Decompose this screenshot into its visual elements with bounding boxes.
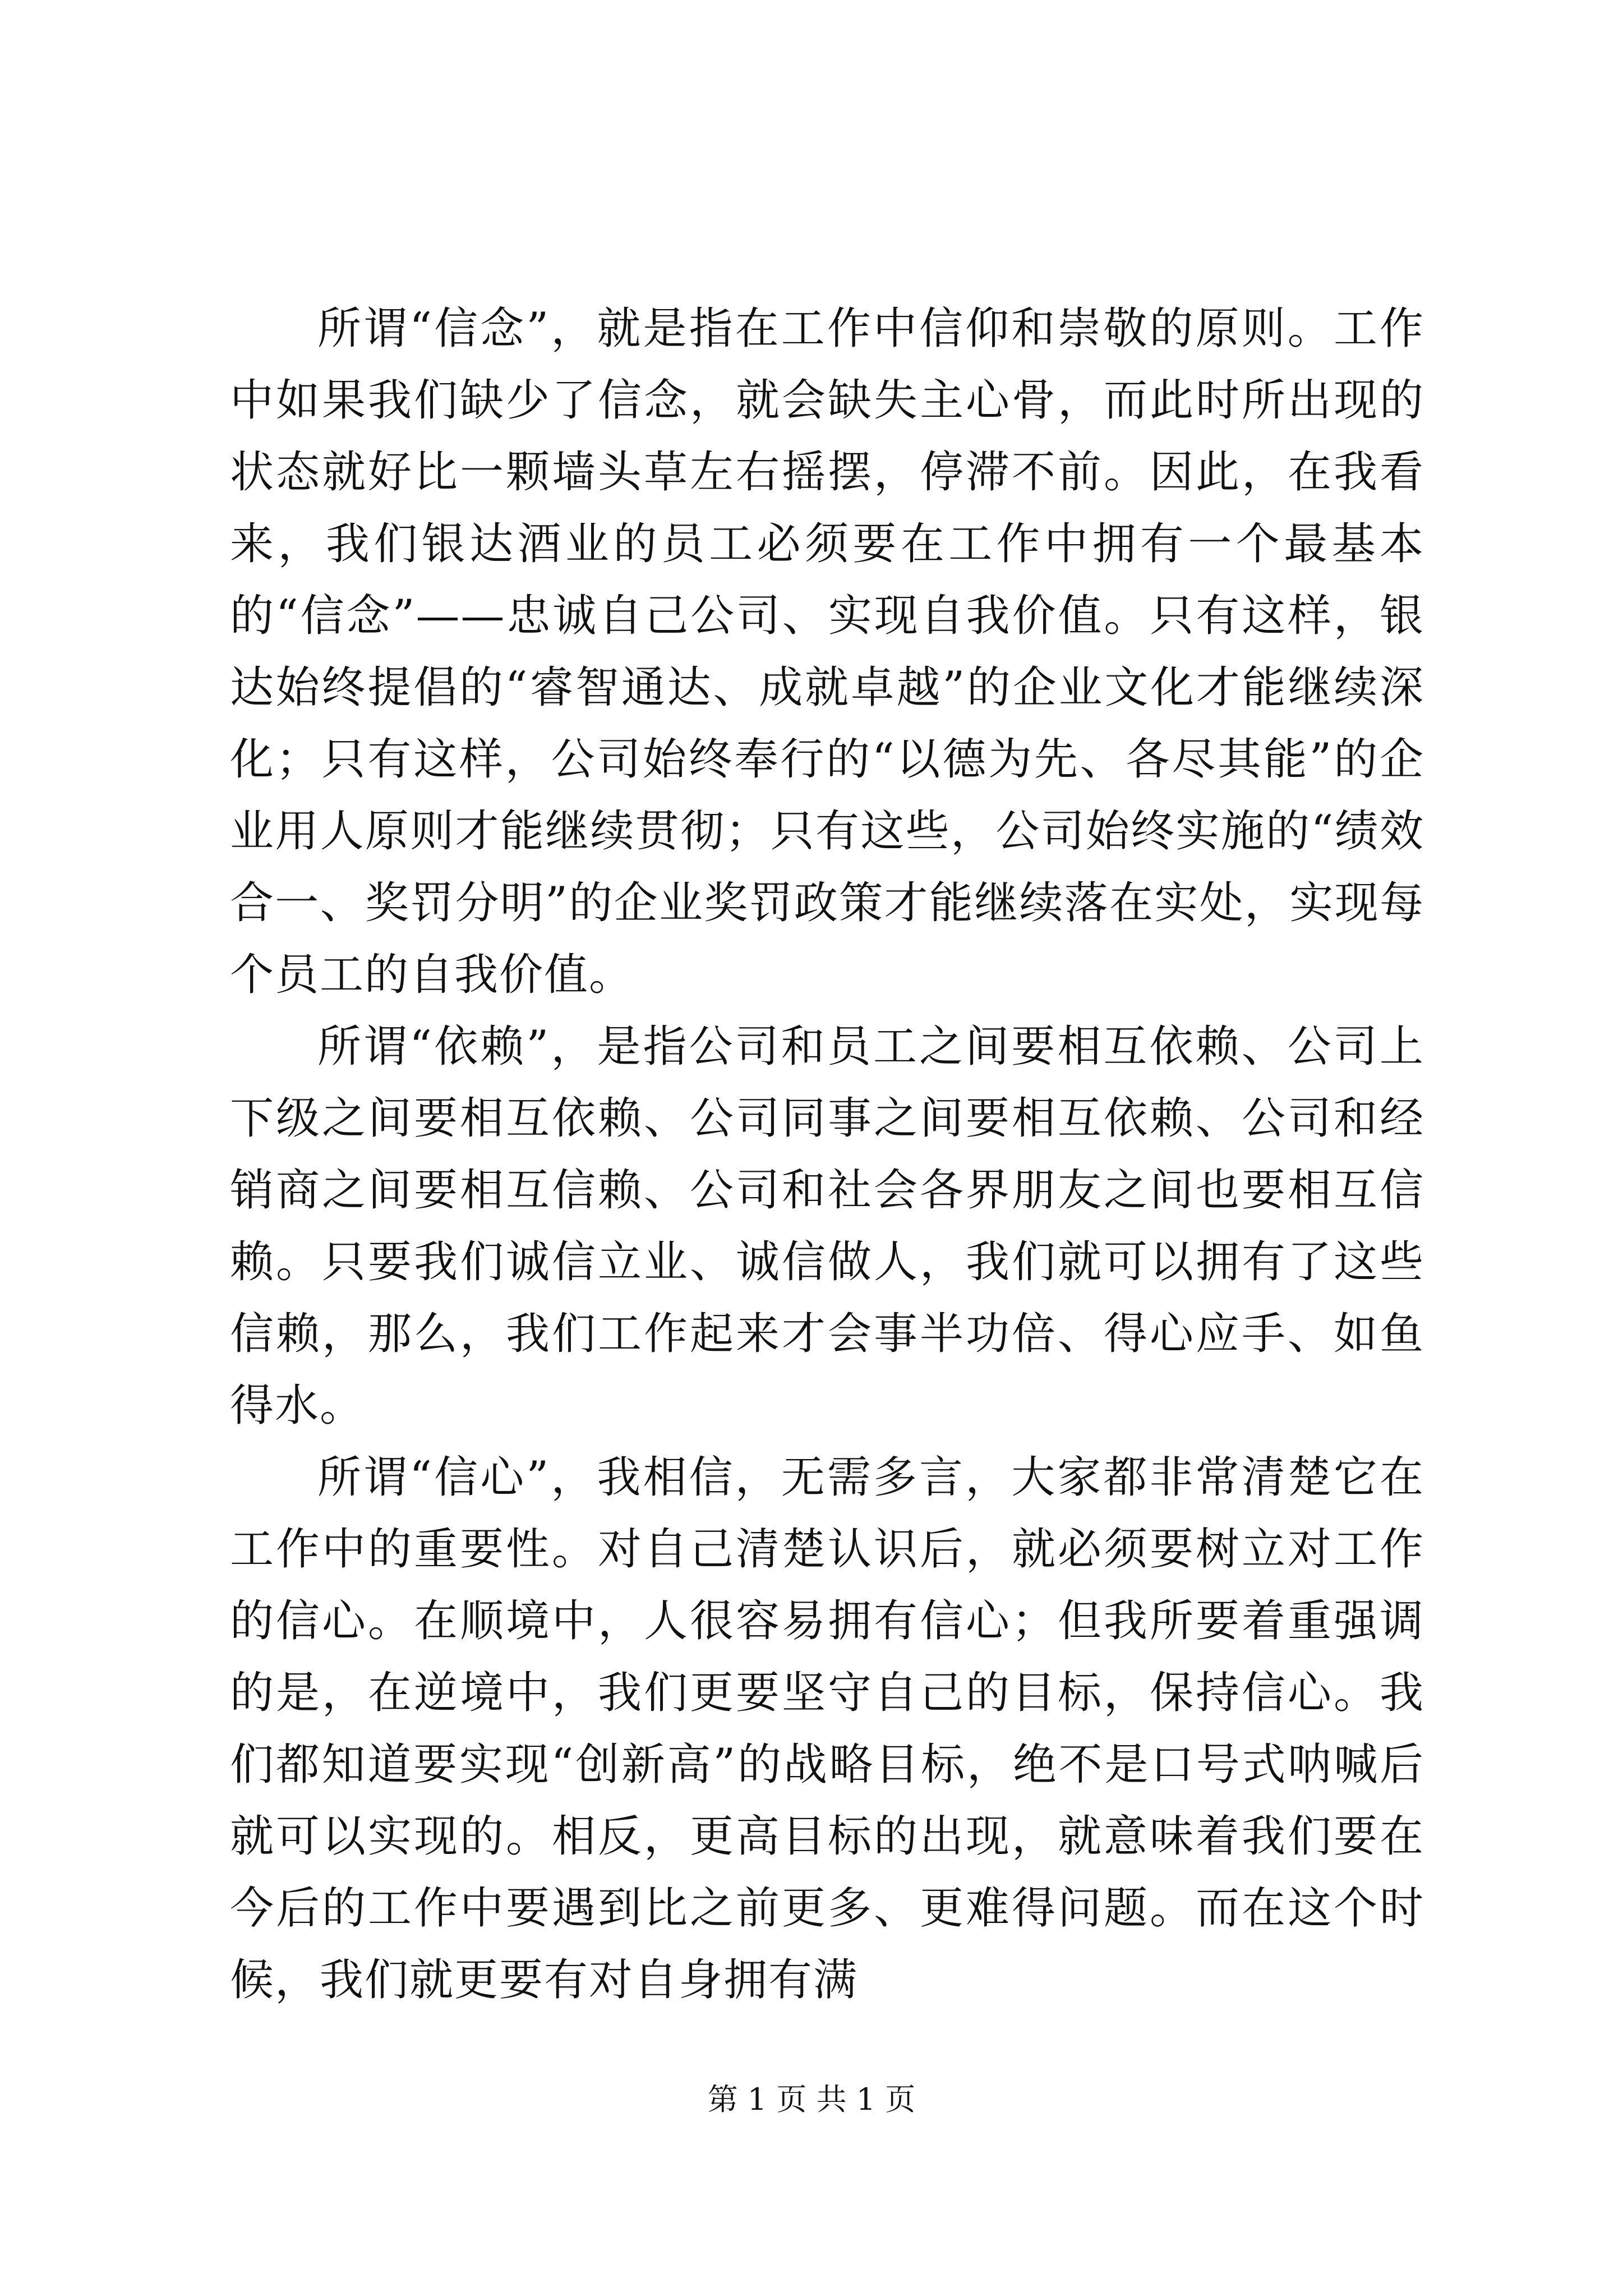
paragraph-confidence: 所谓“信心”，我相信，无需多言，大家都非常清楚它在工作中的重要性。对自己清楚认识后，就必须要树立对工作的信心。在顺境中，人很容易拥有信心；但我所要着重强调的是，在逆境中，我们更要坚守自己的目标，保持信心。我们都知道要实现“创新高”的战略目标，绝不是口号式呐喊后就可以实现的。相反，更高目标的出现，就意味着我们要在今后的工作中要遇到比之前更多、更难得问题。而在这个时候，我们就更要有对自身拥有满 (230, 1452, 1424, 2005)
document-body (230, 293, 1424, 2016)
paragraph-reliance: 所谓“依赖”，是指公司和员工之间要相互依赖、公司上下级之间要相互依赖、公司同事之间要相互依赖、公司和经销商之间要相互信赖、公司和社会各界朋友之间也要相互信赖。只要我们诚信立业、诚信做人，我们就可以拥有了这些信赖，那么，我们工作起来才会事半功倍、得心应手、如鱼得水。 (230, 1022, 1424, 1431)
paragraph-belief: 所谓“信念”，就是指在工作中信仰和崇敬的原则。工作中如果我们缺少了信念，就会缺失主心骨，而此时所出现的状态就好比一颗墙头草左右摇摆，停滞不前。因此，在我看来，我们银达酒业的员工必须要在工作中拥有一个最基本的“信念”——忠诚自己公司、实现自我价值。只有这样，银达始终提倡的“睿智通达、成就卓越”的企业文化才能继续深化；只有这样，公司始终奉行的“以德为先、各尽其能”的企业用人原则才能继续贯彻；只有这些，公司始终实施的“绩效合一、奖罚分明”的企业奖罚政策才能继续落在实处，实现每个员工的自我价值。 (230, 303, 1424, 1000)
page-footer: 第 1 页 共 1 页 (707, 2082, 916, 2117)
